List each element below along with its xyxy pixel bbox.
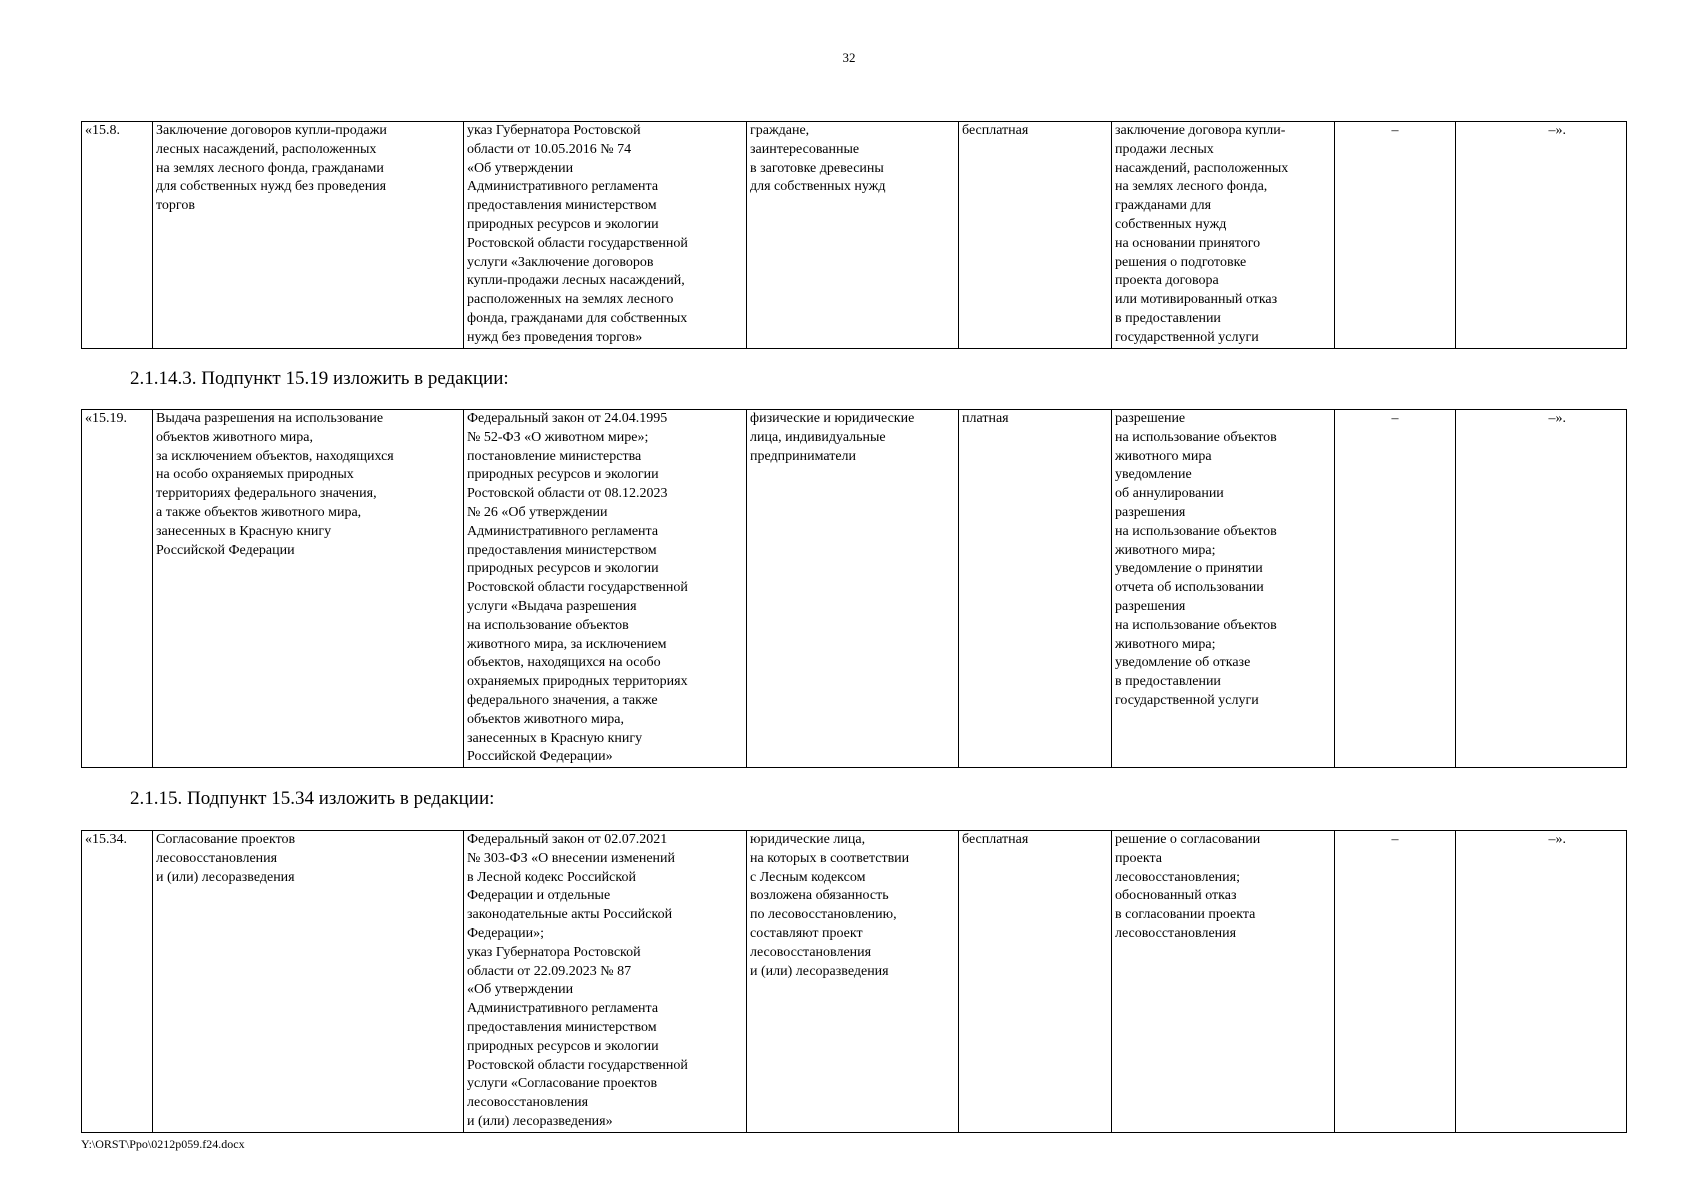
cell-legal-basis	[464, 831, 747, 1133]
cell-text-line: расположенных на землях лесного	[467, 292, 674, 308]
cell-recipients	[747, 831, 959, 1133]
cell-text-line: в предоставлении	[1115, 674, 1221, 690]
instruction-15-34: 2.1.15. Подпункт 15.34 изложить в редакции:	[130, 788, 495, 809]
table-row	[82, 410, 1627, 768]
cell-text-line: нужд без проведения торгов»	[467, 329, 643, 345]
cell-service-name	[153, 831, 464, 1133]
cell-text-line: «Об утверждении	[467, 982, 574, 998]
cell-text-line: проекта	[1115, 850, 1162, 866]
cell-text-line: объектов, находящихся на особо	[467, 655, 661, 671]
cell-text-line: лесовосстановления	[750, 944, 872, 960]
cell-closing-dash: –».	[1456, 831, 1627, 1133]
cell-text-line: на которых в соответствии	[750, 850, 910, 866]
cell-service-name	[153, 410, 464, 768]
cell-number: «15.34.	[82, 831, 153, 1133]
cell-dash: –	[1335, 122, 1456, 349]
cell-text-line: области от 10.05.2016 № 74	[467, 141, 632, 157]
cell-text-line: законодательные акты Российской	[467, 907, 673, 923]
cell-service-name	[153, 122, 464, 349]
cell-text-line: постановление министерства	[467, 448, 642, 464]
cell-text-line: на землях лесного фонда,	[1115, 179, 1268, 195]
cell-text-line: Федеральный закон от 24.04.1995	[467, 411, 668, 426]
cell-text-line: обоснованный отказ	[1115, 888, 1237, 904]
cell-number: «15.19.	[82, 410, 153, 768]
cell-text-line: лесовосстановления;	[1115, 869, 1240, 885]
page-number: 32	[842, 50, 856, 65]
cell-text-line: животного мира, за исключением	[467, 636, 667, 652]
cell-text-line: Заключение договоров купли-продажи	[156, 123, 387, 138]
cell-text-line: Согласование проектов	[156, 832, 296, 847]
cell-closing-dash: –».	[1456, 410, 1627, 768]
cell-text-line: на особо охраняемых природных	[156, 467, 354, 483]
cell-text-line: юридические лица,	[750, 832, 866, 847]
service-table-15-19	[81, 409, 1627, 768]
cell-text-line: № 52-ФЗ «О животном мире»;	[467, 429, 649, 445]
cell-text-line: разрешения	[1115, 598, 1186, 614]
cell-text-line: за исключением объектов, находящихся	[156, 448, 394, 464]
cell-text-line: области от 22.09.2023 № 87	[467, 963, 632, 979]
cell-text-line: на использование объектов	[1115, 617, 1277, 633]
cell-text-line: лесовосстановления	[467, 1095, 589, 1111]
cell-text-line: и (или) лесоразведения»	[467, 1113, 613, 1129]
cell-result	[1112, 122, 1335, 349]
cell-text-line: в Лесной кодекс Российской	[467, 869, 636, 885]
cell-text-line: животного мира;	[1115, 542, 1216, 558]
cell-text-line: уведомление о принятии	[1115, 561, 1263, 577]
cell-text-line: предоставления министерством	[467, 542, 657, 558]
cell-result	[1112, 410, 1335, 768]
cell-text-line: Российской Федерации	[156, 542, 295, 558]
cell-text-line: собственных нужд	[1115, 216, 1227, 232]
cell-number: «15.8.	[82, 122, 153, 349]
cell-text-line: Федеральный закон от 02.07.2021	[467, 832, 668, 847]
cell-payment: платная	[959, 410, 1112, 768]
cell-recipients	[747, 122, 959, 349]
cell-text-line: услуги «Согласование проектов	[467, 1076, 658, 1092]
file-path-footer: Y:\ORST\Ppo\0212p059.f24.docx	[81, 1137, 245, 1151]
cell-text-line: торгов	[156, 198, 195, 214]
cell-text-line: территориях федерального значения,	[156, 486, 377, 502]
cell-text-line: или мотивированный отказ	[1115, 292, 1278, 308]
cell-closing-dash: –».	[1456, 122, 1627, 349]
cell-text-line: Российской Федерации»	[467, 749, 613, 765]
service-table-15-8	[81, 121, 1627, 349]
cell-text-line: охраняемых природных территориях	[467, 674, 688, 690]
service-table-15-34	[81, 830, 1627, 1133]
cell-dash: –	[1335, 831, 1456, 1133]
cell-text-line: и (или) лесоразведения	[156, 869, 295, 885]
cell-text-line: объектов животного мира,	[156, 429, 313, 445]
cell-text-line: по лесовосстановлению,	[750, 907, 897, 923]
cell-text-line: природных ресурсов и экологии	[467, 467, 659, 483]
cell-text-line: природных ресурсов и экологии	[467, 561, 659, 577]
cell-text-line: федерального значения, а также	[467, 692, 658, 708]
cell-text-line: заинтересованные	[750, 141, 860, 157]
cell-legal-basis	[464, 410, 747, 768]
cell-text-line: Административного регламента	[467, 179, 659, 195]
cell-text-line: лица, индивидуальные	[750, 429, 886, 445]
cell-text-line: Ростовской области государственной	[467, 1057, 688, 1073]
table-row	[82, 831, 1627, 1133]
cell-text-line: в согласовании проекта	[1115, 907, 1256, 923]
cell-text-line: предоставления министерством	[467, 1019, 657, 1035]
cell-text-line: в заготовке древесины	[750, 160, 884, 176]
cell-text-line: проекта договора	[1115, 273, 1219, 289]
cell-text-line: Ростовской области государственной	[467, 235, 688, 251]
cell-text-line: решения о подготовке	[1115, 254, 1247, 270]
cell-text-line: указ Губернатора Ростовской	[467, 123, 641, 138]
cell-text-line: об аннулировании	[1115, 486, 1224, 502]
cell-text-line: лесовосстановления	[1115, 925, 1237, 941]
cell-text-line: Выдача разрешения на использование	[156, 411, 384, 426]
cell-text-line: № 26 «Об утверждении	[467, 504, 608, 520]
cell-text-line: указ Губернатора Ростовской	[467, 944, 641, 960]
cell-text-line: насаждений, расположенных	[1115, 160, 1289, 176]
cell-text-line: разрешение	[1115, 411, 1186, 426]
cell-text-line: Федерации и отдельные	[467, 888, 611, 904]
cell-text-line: Федерации»;	[467, 925, 545, 941]
cell-text-line: лесовосстановления	[156, 850, 278, 866]
cell-text-line: граждане,	[750, 123, 810, 138]
cell-text-line: для собственных нужд	[750, 179, 886, 195]
cell-result	[1112, 831, 1335, 1133]
cell-text-line: Административного регламента	[467, 1001, 659, 1017]
cell-text-line: занесенных в Красную книгу	[467, 730, 643, 746]
cell-text-line: услуги «Заключение договоров	[467, 254, 654, 270]
cell-text-line: на землях лесного фонда, гражданами	[156, 160, 384, 176]
cell-text-line: на использование объектов	[1115, 523, 1277, 539]
cell-text-line: в предоставлении	[1115, 310, 1221, 326]
cell-text-line: на использование объектов	[1115, 429, 1277, 445]
cell-text-line: возложена обязанность	[750, 888, 889, 904]
cell-text-line: продажи лесных	[1115, 141, 1214, 157]
cell-text-line: животного мира;	[1115, 636, 1216, 652]
cell-text-line: объектов животного мира,	[467, 711, 624, 727]
cell-text-line: государственной услуги	[1115, 692, 1259, 708]
cell-text-line: фонда, гражданами для собственных	[467, 310, 688, 326]
cell-text-line: предоставления министерством	[467, 198, 657, 214]
cell-dash: –	[1335, 410, 1456, 768]
cell-text-line: «Об утверждении	[467, 160, 574, 176]
cell-text-line: животного мира	[1115, 448, 1212, 464]
cell-text-line: предприниматели	[750, 448, 857, 464]
cell-text-line: Ростовской области от 08.12.2023	[467, 486, 668, 502]
cell-text-line: уведомление об отказе	[1115, 655, 1251, 671]
cell-text-line: и (или) лесоразведения	[750, 963, 889, 979]
cell-legal-basis	[464, 122, 747, 349]
cell-text-line: с Лесным кодексом	[750, 869, 866, 885]
cell-recipients	[747, 410, 959, 768]
cell-text-line: занесенных в Красную книгу	[156, 523, 332, 539]
cell-text-line: Ростовской области государственной	[467, 580, 688, 596]
cell-text-line: составляют проект	[750, 925, 863, 941]
cell-text-line: уведомление	[1115, 467, 1192, 483]
cell-text-line: № 303-ФЗ «О внесении изменений	[467, 850, 676, 866]
cell-text-line: купли-продажи лесных насаждений,	[467, 273, 685, 289]
cell-text-line: а также объектов животного мира,	[156, 504, 362, 520]
cell-text-line: на использование объектов	[467, 617, 629, 633]
cell-payment: бесплатная	[959, 831, 1112, 1133]
cell-text-line: гражданами для	[1115, 198, 1212, 214]
instruction-15-19: 2.1.14.3. Подпункт 15.19 изложить в редакции:	[130, 368, 509, 389]
cell-text-line: решение о согласовании	[1115, 832, 1261, 847]
cell-text-line: лесных насаждений, расположенных	[156, 141, 377, 157]
cell-text-line: услуги «Выдача разрешения	[467, 598, 637, 614]
cell-text-line: отчета об использовании	[1115, 580, 1264, 596]
cell-text-line: на основании принятого	[1115, 235, 1261, 251]
cell-payment: бесплатная	[959, 122, 1112, 349]
table-row	[82, 122, 1627, 349]
cell-text-line: государственной услуги	[1115, 329, 1259, 345]
cell-text-line: заключение договора купли-	[1115, 123, 1286, 138]
cell-text-line: природных ресурсов и экологии	[467, 1038, 659, 1054]
cell-text-line: физические и юридические	[750, 411, 915, 426]
cell-text-line: Административного регламента	[467, 523, 659, 539]
cell-text-line: разрешения	[1115, 504, 1186, 520]
cell-text-line: для собственных нужд без проведения	[156, 179, 387, 195]
cell-text-line: природных ресурсов и экологии	[467, 216, 659, 232]
